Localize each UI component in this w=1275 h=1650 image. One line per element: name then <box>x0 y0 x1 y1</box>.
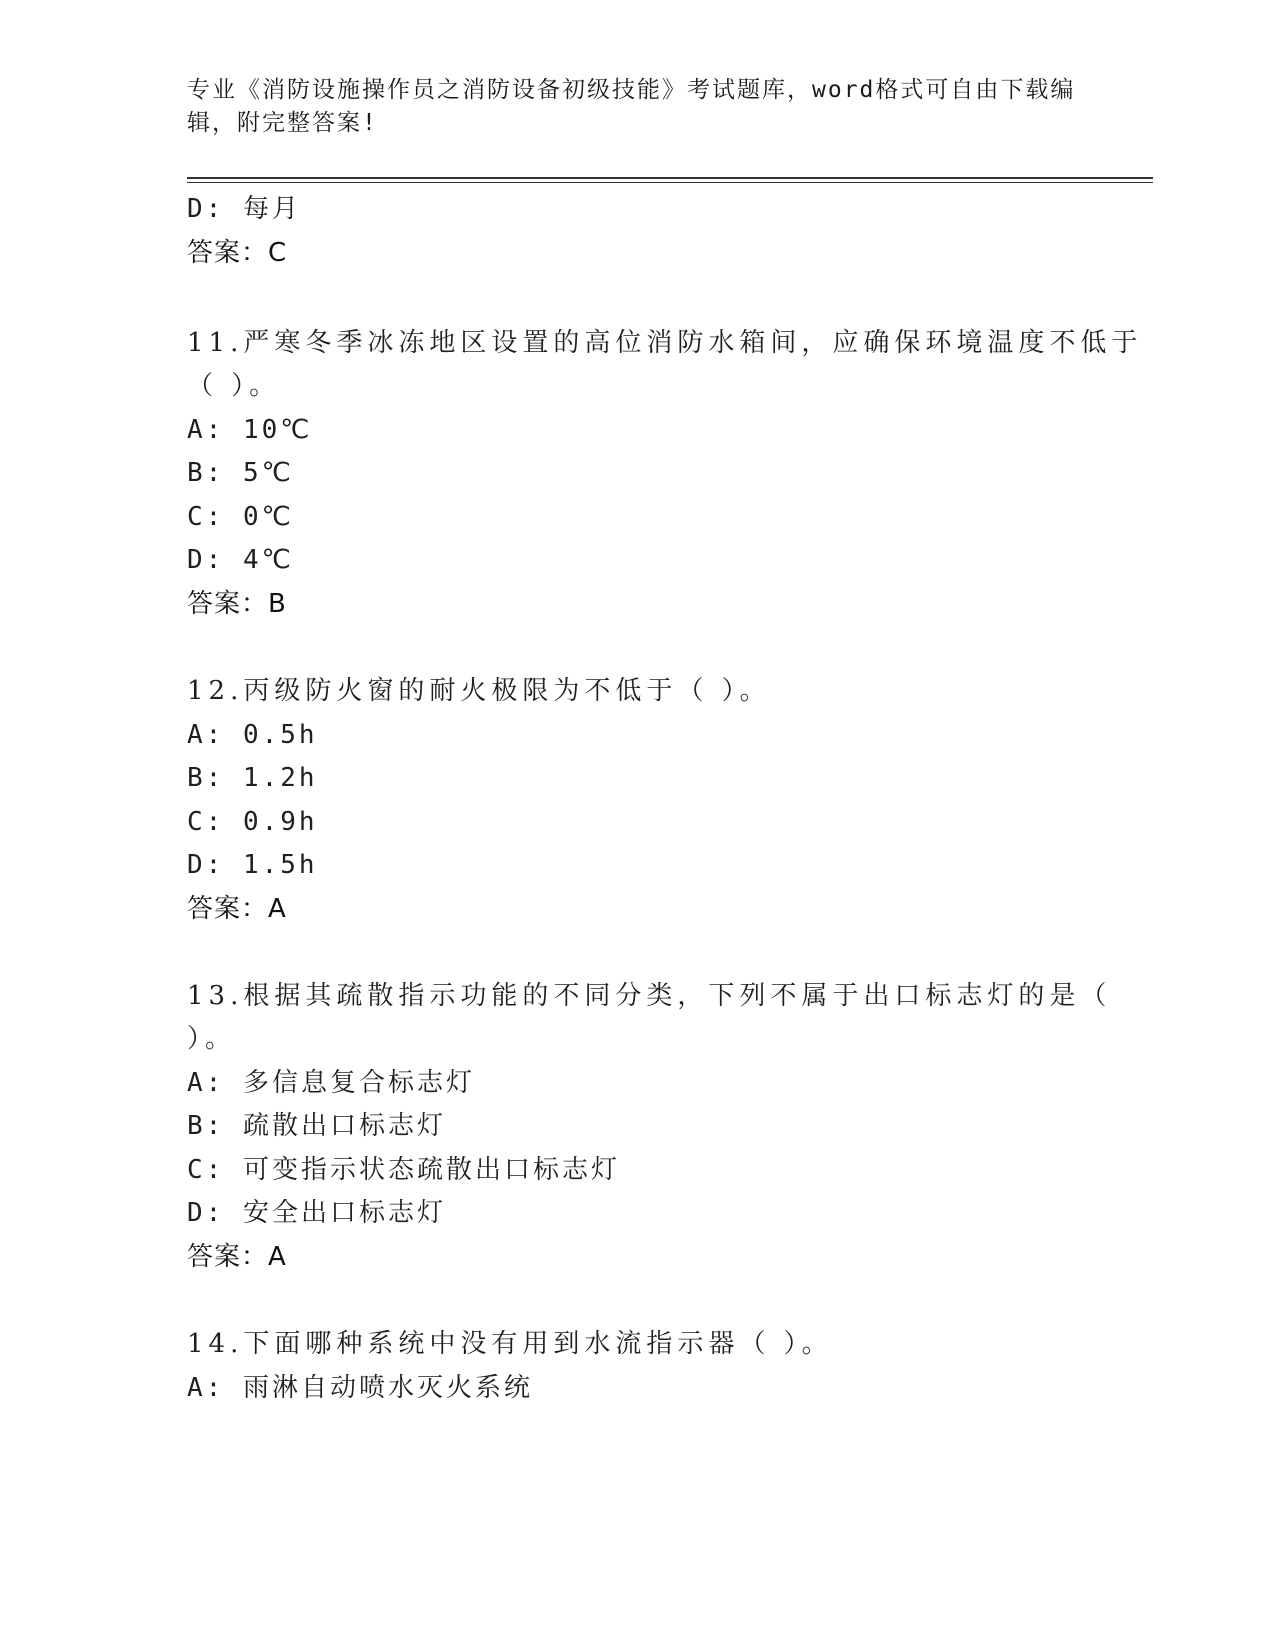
document-header: 专业《消防设施操作员之消防设备初级技能》考试题库，word格式可自由下载编辑，附完整答案! <box>187 77 1076 136</box>
question-12-option-b: B: 1.2h <box>187 763 318 793</box>
question-14-text: 14.下面哪种系统中没有用到水流指示器（ ）。 <box>187 1329 833 1359</box>
question-11-text: 11.严寒冬季冰冻地区设置的高位消防水箱间，应确保环境温度不低于 <box>187 328 1143 358</box>
question-13-option-c: C: 可变指示状态疏散出口标志灯 <box>187 1155 620 1185</box>
question-13-option-d: D: 安全出口标志灯 <box>187 1198 446 1228</box>
prev-answer: 答案：C <box>187 238 288 268</box>
question-11-option-c: C: 0℃ <box>187 502 294 532</box>
header-divider-thin <box>187 182 1153 183</box>
question-13-text: 13.根据其疏散指示功能的不同分类，下列不属于出口标志灯的是（ <box>187 981 1112 1011</box>
question-12-option-d: D: 1.5h <box>187 850 318 880</box>
prev-option-d: D: 每月 <box>187 194 301 224</box>
question-13-answer: 答案：A <box>187 1242 287 1272</box>
question-11-answer: 答案：B <box>187 589 287 619</box>
header-divider <box>187 177 1153 179</box>
question-14-option-a: A: 雨淋自动喷水灭火系统 <box>187 1373 533 1403</box>
question-11-text-cont: （ ）。 <box>187 371 281 401</box>
question-12-text: 12.丙级防火窗的耐火极限为不低于（ ）。 <box>187 676 771 706</box>
question-11-option-d: D: 4℃ <box>187 545 294 575</box>
question-13-option-a: A: 多信息复合标志灯 <box>187 1068 475 1098</box>
question-12-option-c: C: 0.9h <box>187 807 318 837</box>
question-13-text-cont: ）。 <box>187 1024 237 1054</box>
question-12-answer: 答案：A <box>187 894 287 924</box>
question-11-option-a: A: 10℃ <box>187 415 313 445</box>
question-12-option-a: A: 0.5h <box>187 720 318 750</box>
question-11-option-b: B: 5℃ <box>187 458 294 488</box>
question-13-option-b: B: 疏散出口标志灯 <box>187 1111 446 1141</box>
